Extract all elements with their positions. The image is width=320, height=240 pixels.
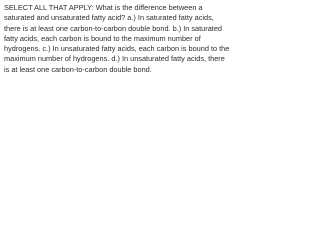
- question-text: SELECT ALL THAT APPLY: What is the difference between a saturated and unsaturated fatty acid? a.) In saturated fatty acids, there is at least one carbon-to-carbon double bond. b.) In saturated fatty acids, each carbon is bound to the maximum number of hydrogens. c.) In unsaturated fatty acids, each carbon is bound to the maximum number of hydrogens. d.) In unsaturated fatty acids, there is at least one carbon-to-carbon double bond.: [4, 3, 230, 74]
